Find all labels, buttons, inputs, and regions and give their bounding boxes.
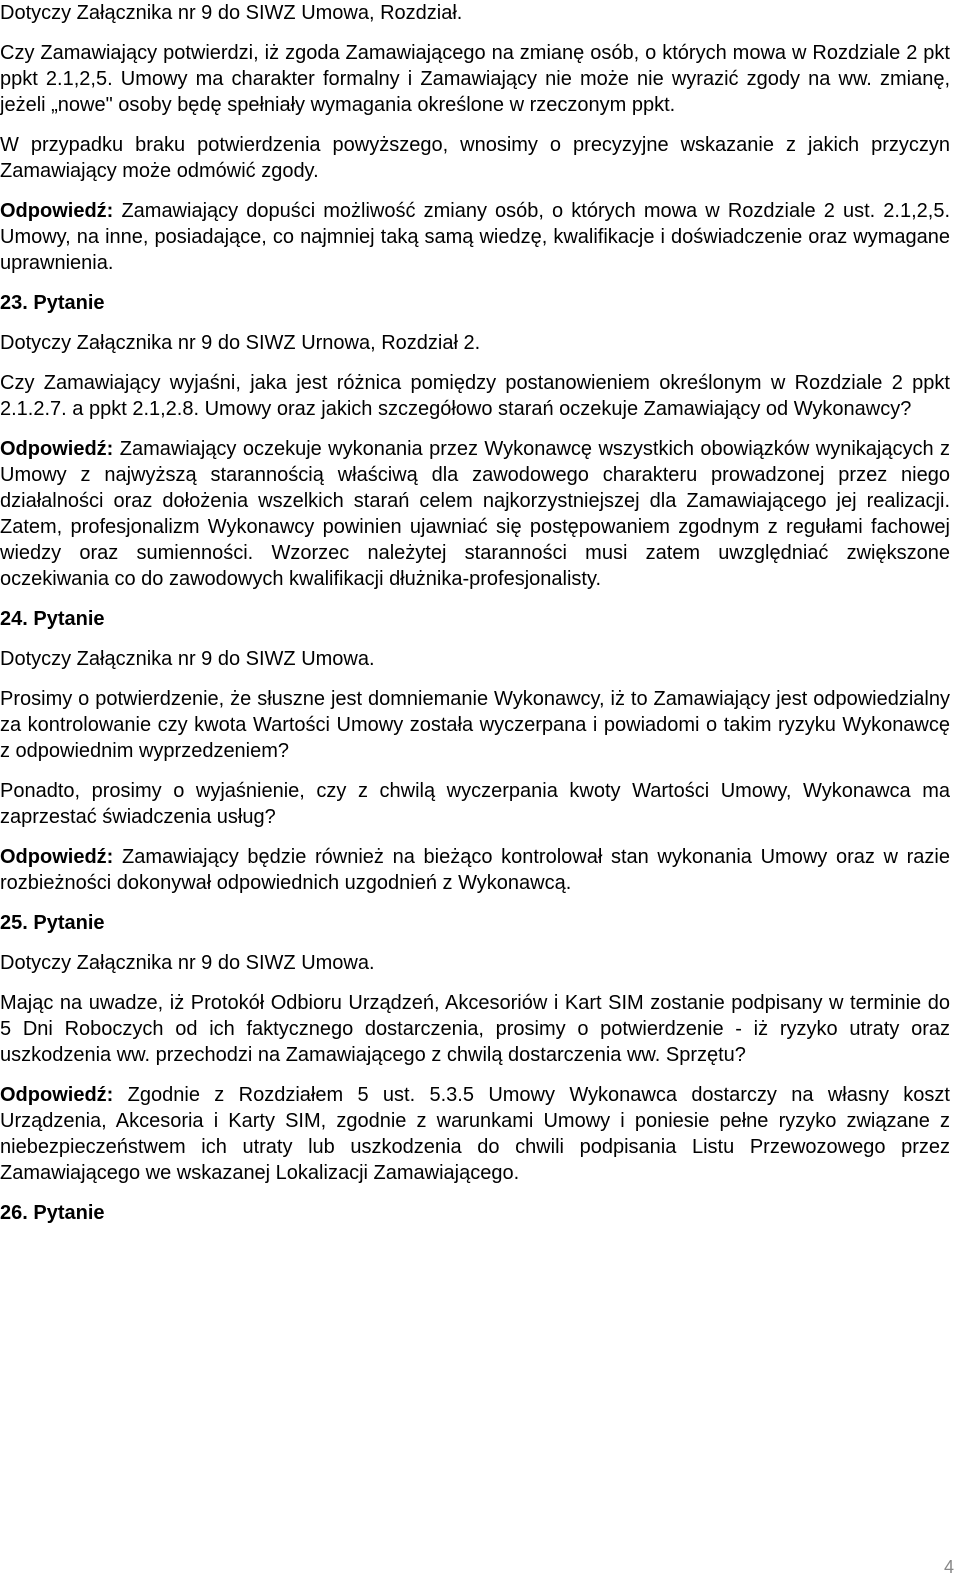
question-paragraph: Prosimy o potwierdzenie, że słuszne jest domniemanie Wykonawcy, iż to Zamawiający jest odpowiedzialny za kontrolowanie czy kwota Wartości Umowy została wyczerpana i powiadomi o takim ryzyku Wykonawcę z odpowiednim wyprzedzeniem? <box>0 688 950 762</box>
question-heading: 25. Pytanie <box>0 912 105 934</box>
question-paragraph: Czy Zamawiający potwierdzi, iż zgoda Zamawiającego na zmianę osób, o których mowa w Rozdziale 2 pkt ppkt 2.1,2,5. Umowy ma charakter formalny i Zamawiający nie może nie wyrazić zgody na ww. zmianę, jeżeli „nowe" osoby będę spełniały wymagania określone w rzeczonym ppkt. <box>0 42 950 116</box>
reference-line: Dotyczy Załącznika nr 9 do SIWZ Umowa. <box>0 952 375 974</box>
question-heading: 23. Pytanie <box>0 292 105 314</box>
answer-text: Zamawiający dopuści możliwość zmiany osób, o których mowa w Rozdziale 2 ust. 2.1,2,5. Umowy, na inne, posiadające, co najmniej taką samą wiedzę, kwalifikacje i doświadczenie oraz wymagane uprawnienia. <box>0 200 951 274</box>
reference-line: Dotyczy Załącznika nr 9 do SIWZ Umowa, Rozdział. <box>0 2 463 24</box>
question-paragraph: Ponadto, prosimy o wyjaśnienie, czy z chwilą wyczerpania kwoty Wartości Umowy, Wykonawca ma zaprzestać świadczenia usług? <box>0 780 950 828</box>
reference-line: Dotyczy Załącznika nr 9 do SIWZ Umowa. <box>0 648 375 670</box>
page-number: 4 <box>943 1557 954 1577</box>
question-heading: 24. Pytanie <box>0 608 105 630</box>
answer-label: Odpowiedź: <box>0 438 114 460</box>
answer-label: Odpowiedź: <box>0 846 114 868</box>
question-paragraph: Czy Zamawiający wyjaśni, jaka jest różnica pomiędzy postanowieniem określonym w Rozdziale 2 ppkt 2.1.2.7. a ppkt 2.1,2.8. Umowy oraz jakich szczegółowo starań oczekuje Zamawiający od Wykonawcy? <box>0 372 950 420</box>
answer-paragraph <box>0 1082 950 1186</box>
question-paragraph: W przypadku braku potwierdzenia powyższego, wnosimy o precyzyjne wskazanie z jakich przyczyn Zamawiający może odmówić zgody. <box>0 134 950 182</box>
answer-text: Zamawiający oczekuje wykonania przez Wykonawcę wszystkich obowiązków wynikających z Umowy z najwyższą starannością właściwą dla zawodowego charakteru prowadzonej przez niego działalności oraz dołożenia wszelkich starań celem najkorzystniejszej dla Zamawiającego jej realizacji. Zatem, profesjonalizm Wykonawcy powinien ujawniać się postępowaniem zgodnym z regułami fachowej wiedzy oraz sumienności. Wzorzec należytej staranności musi zatem uwzględniać zwiększone oczekiwania co do zawodowych kwalifikacji dłużnika-profesjonalisty. <box>0 438 950 590</box>
answer-label: Odpowiedź: <box>0 200 114 222</box>
question-paragraph: Mając na uwadze, iż Protokół Odbioru Urządzeń, Akcesoriów i Kart SIM zostanie podpisany w terminie do 5 Dni Roboczych od ich faktycznego dostarczenia, prosimy o potwierdzenie - iż ryzyko utraty oraz uszkodzenia ww. przechodzi na Zamawiającego z chwilą dostarczenia ww. Sprzętu? <box>0 992 950 1066</box>
answer-paragraph <box>0 844 950 896</box>
answer-paragraph <box>0 198 950 276</box>
answer-paragraph <box>0 436 950 592</box>
answer-text: Zamawiający będzie również na bieżąco kontrolował stan wykonania Umowy oraz w razie rozbieżności dokonywał odpowiednich uzgodnień z Wykonawcą. <box>0 846 950 894</box>
answer-text: Zgodnie z Rozdziałem 5 ust. 5.3.5 Umowy Wykonawca dostarczy na własny koszt Urządzenia, Akcesoria i Karty SIM, zgodnie z warunkami Umowy i poniesie pełne ryzyko związane z niebezpieczeństwem ich utraty lub uszkodzenia do chwili podpisania Listu Przewozowego przez Zamawiającego we wskazanej Lokalizacji Zamawiającego. <box>0 1084 950 1184</box>
question-heading: 26. Pytanie <box>0 1202 105 1224</box>
reference-line: Dotyczy Załącznika nr 9 do SIWZ Urnowa, Rozdział 2. <box>0 332 481 354</box>
answer-label: Odpowiedź: <box>0 1084 114 1106</box>
